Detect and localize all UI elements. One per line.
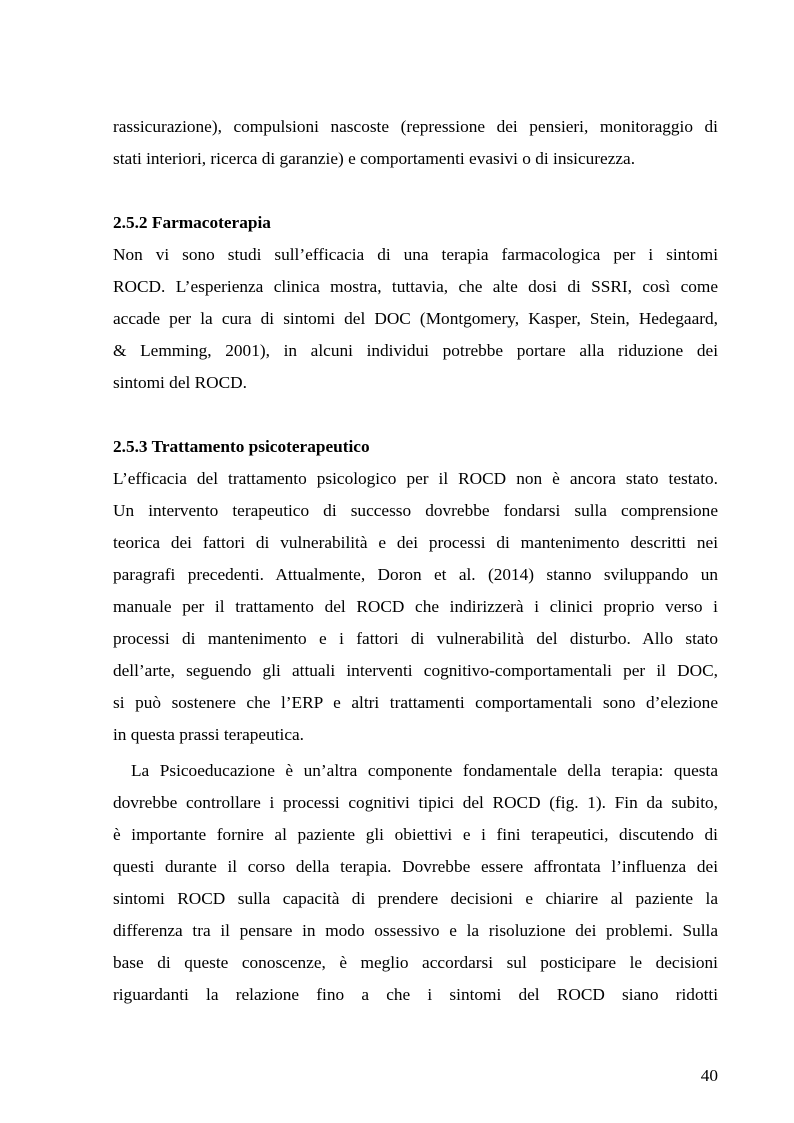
- trattamento-p2-line-6: differenza tra il pensare in modo ossessivo e la risoluzione dei problemi. Sulla: [113, 921, 718, 940]
- trattamento-p2-line-5: sintomi ROCD sulla capacità di prendere decisioni e chiarire al paziente la: [113, 889, 718, 908]
- farmacoterapia-line-5: sintomi del ROCD.: [113, 373, 247, 392]
- farmacoterapia-line-2: ROCD. L’esperienza clinica mostra, tuttavia, che alte dosi di SSRI, così come: [113, 277, 718, 296]
- trattamento-p2-line-8: riguardanti la relazione fino a che i sintomi del ROCD siano ridotti: [113, 985, 718, 1004]
- trattamento-p1-line-2: Un intervento terapeutico di successo dovrebbe fondarsi sulla comprensione: [113, 501, 718, 520]
- section-heading-trattamento: 2.5.3 Trattamento psicoterapeutico: [113, 437, 370, 456]
- trattamento-p1-line-6: processi di mantenimento e i fattori di vulnerabilità del disturbo. Allo stato: [113, 629, 718, 648]
- trattamento-p1-line-9: in questa prassi terapeutica.: [113, 725, 304, 744]
- farmacoterapia-line-1: Non vi sono studi sull’efficacia di una terapia farmacologica per i sintomi: [113, 245, 718, 264]
- farmacoterapia-line-4: & Lemming, 2001), in alcuni individui potrebbe portare alla riduzione dei: [113, 341, 718, 360]
- trattamento-p1-line-3: teorica dei fattori di vulnerabilità e dei processi di mantenimento descritti nei: [113, 533, 718, 552]
- trattamento-p2-line-2: dovrebbe controllare i processi cognitivi tipici del ROCD (fig. 1). Fin da subito,: [113, 793, 718, 812]
- trattamento-p2-line-1: La Psicoeducazione è un’altra componente fondamentale della terapia: questa: [131, 761, 718, 780]
- trattamento-p1-line-4: paragrafi precedenti. Attualmente, Doron et al. (2014) stanno sviluppando un: [113, 565, 718, 584]
- farmacoterapia-line-3: accade per la cura di sintomi del DOC (Montgomery, Kasper, Stein, Hedegaard,: [113, 309, 718, 328]
- page-number: 40: [700, 1066, 718, 1085]
- trattamento-p2-line-3: è importante fornire al paziente gli obiettivi e i fini terapeutici, discutendo di: [113, 825, 718, 844]
- trattamento-p1-line-7: dell’arte, seguendo gli attuali interventi cognitivo-comportamentali per il DOC,: [113, 661, 718, 680]
- trattamento-p1-line-1: L’efficacia del trattamento psicologico per il ROCD non è ancora stato testato.: [113, 469, 718, 488]
- section-heading-farmacoterapia: 2.5.2 Farmacoterapia: [113, 213, 271, 232]
- trattamento-p1-line-5: manuale per il trattamento del ROCD che indirizzerà i clinici proprio verso i: [113, 597, 718, 616]
- trattamento-p2-line-4: questi durante il corso della terapia. Dovrebbe essere affrontata l’influenza dei: [113, 857, 718, 876]
- continuation-line-2: stati interiori, ricerca di garanzie) e comportamenti evasivi o di insicurezza.: [113, 149, 636, 168]
- trattamento-p2-line-7: base di queste conoscenze, è meglio accordarsi sul posticipare le decisioni: [113, 953, 718, 972]
- trattamento-p1-line-8: si può sostenere che l’ERP e altri trattamenti comportamentali sono d’elezione: [113, 693, 718, 712]
- continuation-line-1: rassicurazione), compulsioni nascoste (repressione dei pensieri, monitoraggio di: [113, 117, 718, 136]
